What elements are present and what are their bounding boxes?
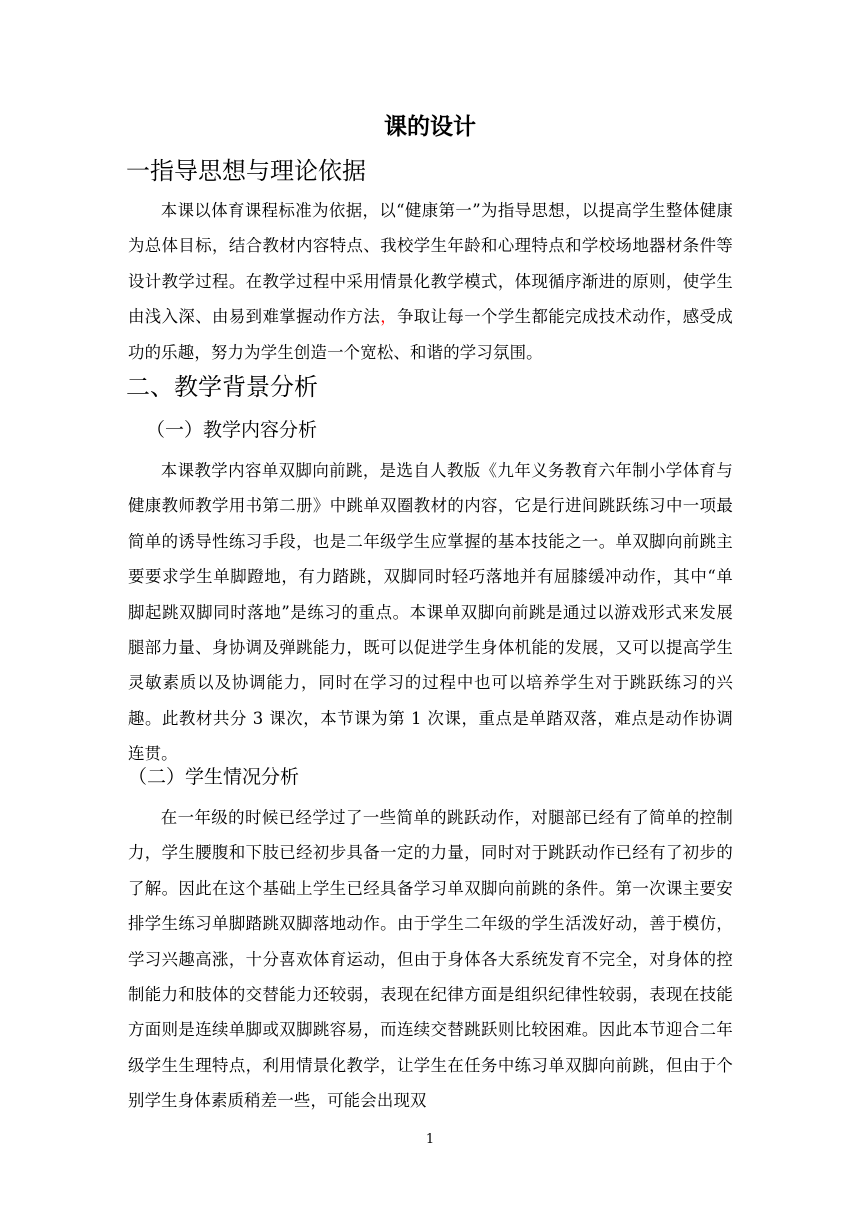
subsection-heading-student-analysis: （二）学生情况分析 [128,766,300,788]
paragraph-student-analysis: 在一年级的时候已经学过了一些简单的跳跃动作，对腿部已经有了简单的控制力，学生腰腹和下肢已经初步具备一定的力量，同时对于跳跃动作已经有了初步的了解。因此在这个基础上学生已经具备学习单双脚向前跳的条件。第一次课主要安排学生练习单脚踏跳双脚落地动作。由于学生二年级的学生活泼好动，善于模仿，学习兴趣高涨，十分喜欢体育运动，但由于身体各大系统发育不完全，对身体的控制能力和肢体的交替能力还较弱，表现在纪律方面是组织纪律性较弱，表现在技能方面则是连续单脚或双脚跳容易，而连续交替跳跃则比较困难。因此本节迎合二年级学生生理特点，利用情景化教学，让学生在任务中练习单双脚向前跳，但由于个别学生身体素质稍差一些，可能会出现双 [128,808,733,1111]
page-number: 1 [425,1132,435,1147]
subsection-heading-content-analysis: （一）教学内容分析 [146,419,318,441]
section-heading-guiding-ideology: 一指导思想与理论依据 [126,157,366,185]
document-title: 课的设计 [384,114,476,140]
section-heading-teaching-background: 二、教学背景分析 [126,373,318,401]
highlighted-comma: ， [380,307,397,327]
paragraph-guiding-ideology-part-a: 本课以体育课程标准为依据，以“健康第一”为指导思想，以提高学生整体健康为总体目标，结合教材内容特点、我校学生年龄和心理特点和学校场地器材条件等设计教学过程。在教学过程中采用情景化教学模式，体现循序渐进的原则，使学生由浅入深、由易到难掌握动作方法 [128,201,733,327]
paragraph-guiding-ideology [128,193,733,370]
paragraph-content-analysis: 本课教学内容单双脚向前跳，是选自人教版《九年义务教育六年制小学体育与健康教师教学用书第二册》中跳单双圈教材的内容，它是行进间跳跃练习中一项最简单的诱导性练习手段，也是二年级学生应掌握的基本技能之一。单双脚向前跳主要要求学生单脚蹬地，有力踏跳，双脚同时轻巧落地并有屈膝缓冲动作，其中“单脚起跳双脚同时落地”是练习的重点。本课单双脚向前跳是通过以游戏形式来发展腿部力量、身协调及弹跳能力，既可以促进学生身体机能的发展，又可以提高学生灵敏素质以及协调能力，同时在学习的过程中也可以培养学生对于跳跃练习的兴趣。此教材共分 3 课次，本节课为第 1 次课，重点是单踏双落，难点是动作协调连贯。 [128,461,733,764]
paragraph-guiding-ideology-part-b: 争取让每一个学生都能完成技术动作，感受成功的乐趣，努力为学生创造一个宽松、和谐的学习氛围。 [128,307,734,362]
